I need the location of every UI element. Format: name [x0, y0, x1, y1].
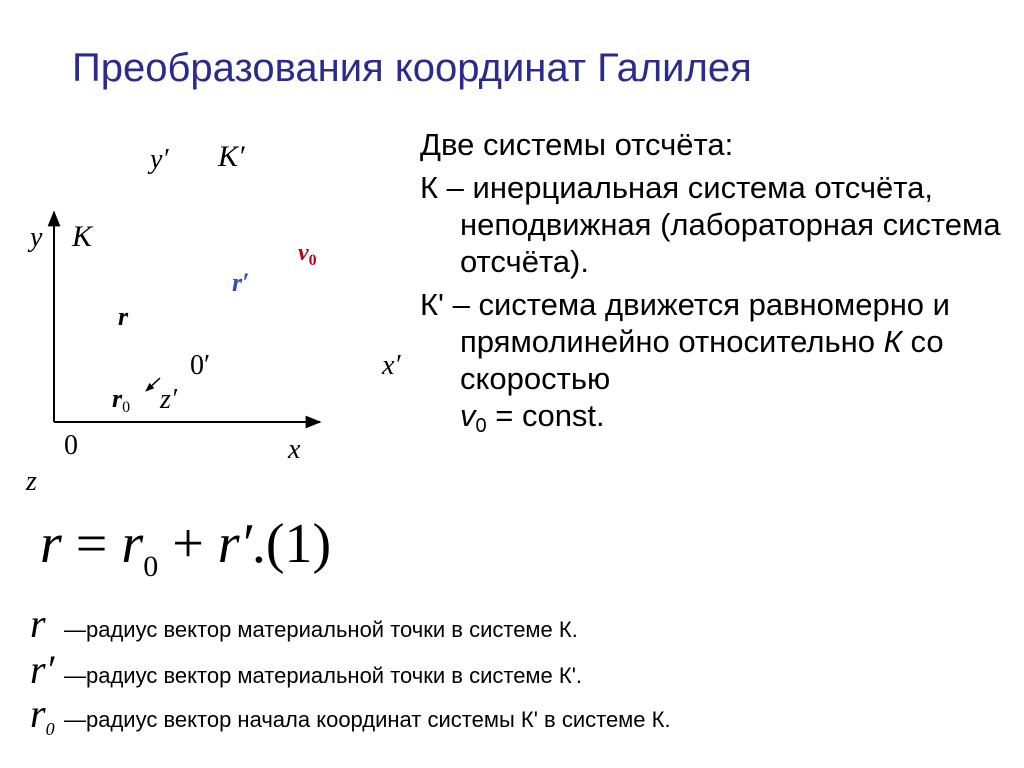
- legend-text: —радиус вектор начала координат системы К' в системе К.: [64, 707, 671, 732]
- x-prime-axis-label: x′: [382, 350, 401, 381]
- v0-text-sub: 0: [475, 415, 487, 437]
- r0-sub: 0: [122, 399, 131, 416]
- definitions-text: [420, 126, 1020, 445]
- eq-equals: =: [61, 513, 122, 575]
- v0-main: v: [298, 240, 309, 266]
- k-system-label: K: [72, 220, 93, 253]
- legend-item-r: [30, 600, 578, 647]
- x-axis-label: x: [288, 434, 301, 465]
- y-axis-label: y: [30, 222, 43, 253]
- coordinate-axes-diagram: [0, 0, 420, 500]
- legend-symbol: r: [30, 601, 46, 646]
- v0-text: v: [460, 398, 476, 433]
- r0-label: [112, 384, 130, 417]
- systems-intro: Две системы отсчёта:: [420, 127, 734, 162]
- legend-item-r-prime: [30, 646, 582, 693]
- k-prime-def-part1: К' – система движется равномерно и прямолинейно относительно: [420, 287, 950, 359]
- eq-r-prime: r′: [217, 513, 252, 575]
- slide-title: Преобразования координат Галилея: [72, 46, 752, 90]
- legend-symbol: [30, 690, 64, 740]
- r-prime-label: r′: [232, 268, 250, 297]
- r0-vector-arrow: [146, 378, 160, 391]
- eq-r0-sub: 0: [143, 550, 159, 583]
- legend-item-r0: [30, 690, 671, 740]
- z-axis-label: z: [26, 466, 37, 497]
- eq-r0: r: [121, 513, 144, 575]
- galilean-equation: [40, 512, 331, 584]
- eq-plus: +: [158, 513, 218, 575]
- legend-symbol-sub: 0: [45, 719, 55, 739]
- legend-text: —радиус вектор материальной точки в системе К'.: [64, 663, 583, 688]
- z-prime-axis-label: z′: [160, 384, 178, 415]
- k-prime-system-label: K′: [218, 140, 245, 173]
- o-prime-label: 0′: [190, 350, 211, 381]
- legend-text: —радиус вектор материальной точки в системе К.: [64, 617, 578, 642]
- r0-main: r: [112, 384, 123, 413]
- k-prime-def-k: К: [883, 324, 902, 359]
- eq-r: r: [40, 513, 62, 575]
- k-prime-definition: [420, 286, 1020, 445]
- eq-number: .(1): [251, 513, 332, 575]
- y-prime-axis-label: y′: [150, 144, 169, 175]
- v0-label: [298, 240, 317, 270]
- legend-symbol-main: r: [30, 691, 46, 736]
- k-prime-def-part2: со скоростью: [460, 324, 944, 396]
- k-definition: К – инерциальная система отсчёта, неподвижная (лабораторная система отсчёта).: [420, 170, 1001, 279]
- v0-sub: 0: [308, 252, 317, 269]
- origin-label: 0: [64, 430, 78, 461]
- legend-symbol: r′: [30, 647, 55, 692]
- v0-const: = const.: [486, 398, 605, 433]
- r-label: r: [118, 302, 129, 331]
